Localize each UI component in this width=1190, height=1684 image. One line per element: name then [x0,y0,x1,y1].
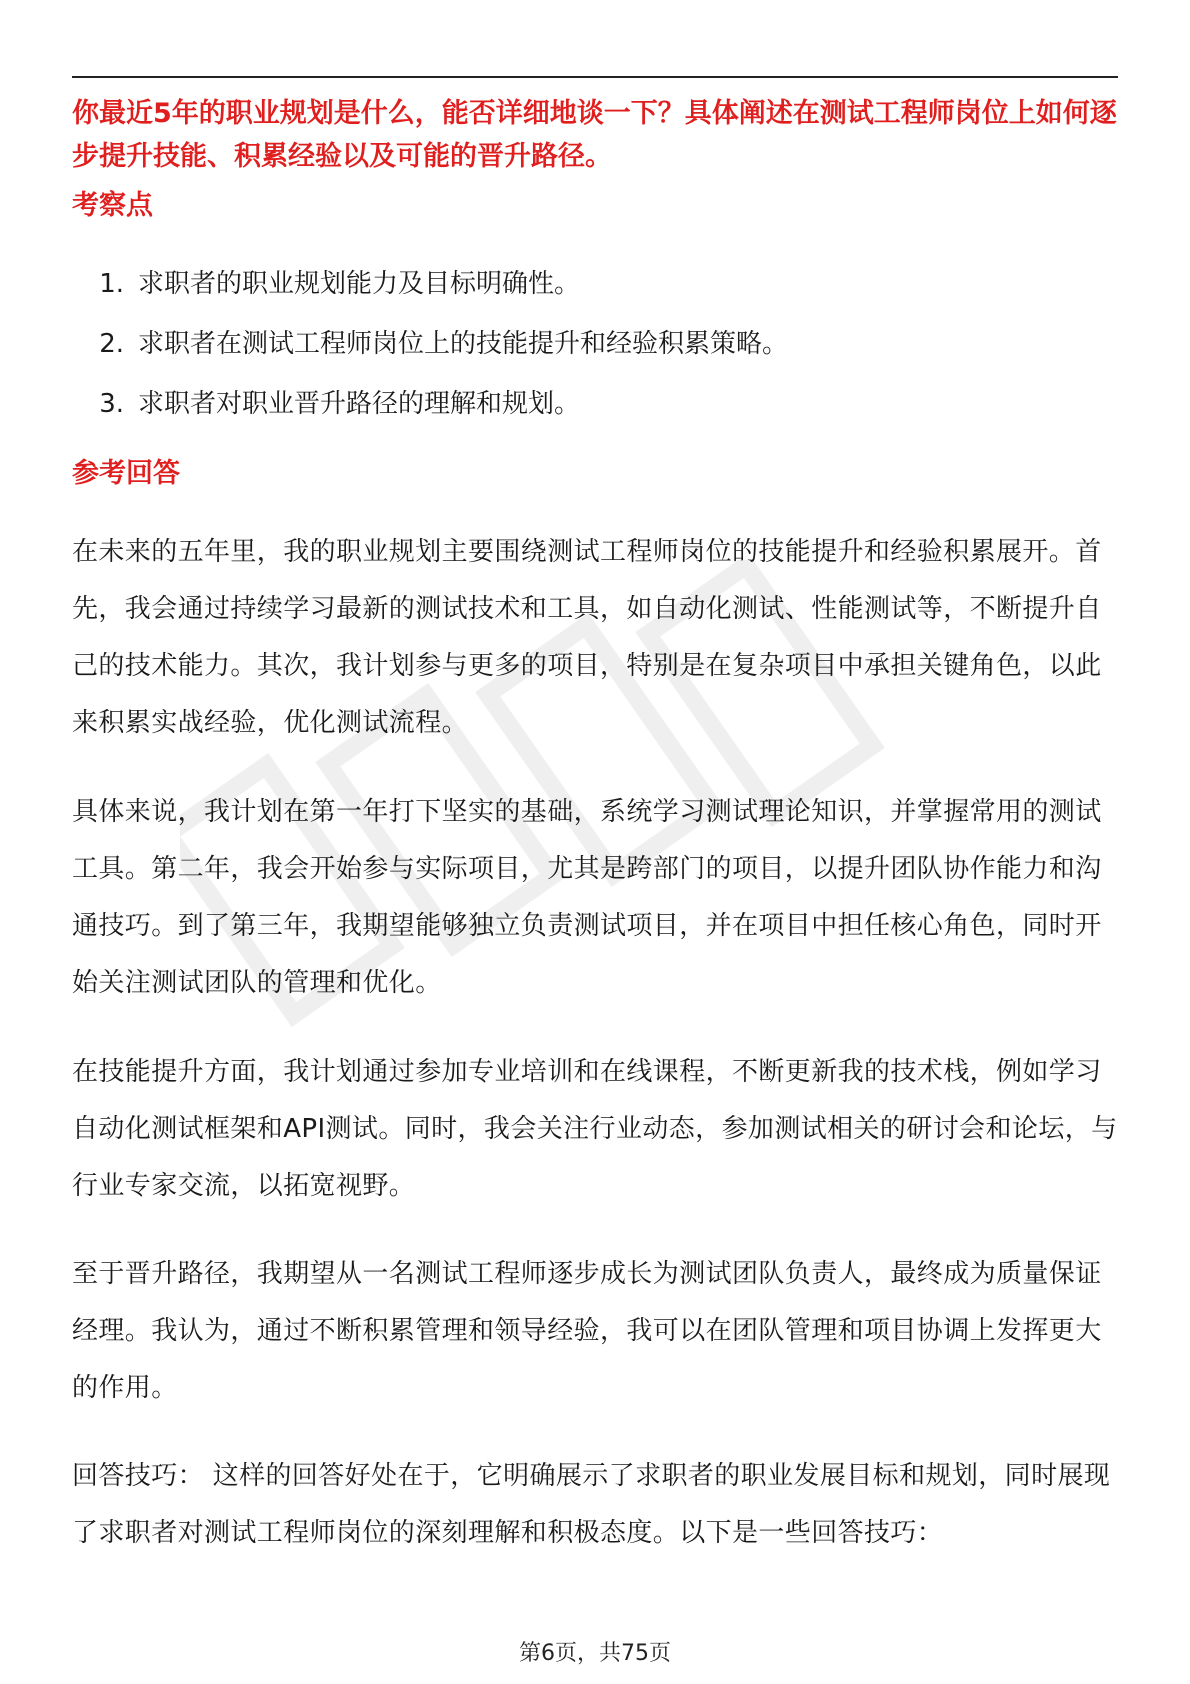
page-number-footer: 第6页，共75页 [519,1641,671,1666]
answer-paragraph: 在技能提升方面，我计划通过参加专业培训和在线课程，不断更新我的技术栈，例如学习自动化测试框架和API测试。同时，我会关注行业动态，参加测试相关的研讨会和论坛，与行业专家交流，以拓宽视野。 [72,1057,1118,1201]
document-page [72,0,1118,1684]
list-item-text: 求职者的职业规划能力及目标明确性。 [138,269,581,299]
list-item-text: 求职者对职业晋升路径的理解和规划。 [138,389,581,419]
points-list [72,264,1118,444]
question-heading: 你最近5年的职业规划是什么，能否详细地谈一下？具体阐述在测试工程师岗位上如何逐步提升技能、积累经验以及可能的晋升路径。 [72,98,1117,172]
answer-paragraph: 具体来说，我计划在第一年打下坚实的基础，系统学习测试理论知识，并掌握常用的测试工具。第二年，我会开始参与实际项目，尤其是跨部门的项目，以提升团队协作能力和沟通技巧。到了第三年，我期望能够独立负责测试项目，并在项目中担任核心角色，同时开始关注测试团队的管理和优化。 [72,797,1102,998]
top-divider [72,76,1118,78]
list-item [72,264,1118,324]
list-item-number: 1. [99,269,124,299]
answer-paragraph: 在未来的五年里，我的职业规划主要围绕测试工程师岗位的技能提升和经验积累展开。首先，我会通过持续学习最新的测试技术和工具，如自动化测试、性能测试等，不断提升自己的技术能力。其次，我计划参与更多的项目，特别是在复杂项目中承担关键角色，以此来积累实战经验，优化测试流程。 [72,537,1102,738]
list-item-number: 2. [99,329,124,359]
answer-paragraph: 至于晋升路径，我期望从一名测试工程师逐步成长为测试团队负责人，最终成为质量保证经理。我认为，通过不断积累管理和领导经验，我可以在团队管理和项目协调上发挥更大的作用。 [72,1259,1102,1403]
list-item-number: 3. [99,389,124,419]
list-item-text: 求职者在测试工程师岗位上的技能提升和经验积累策略。 [138,329,789,359]
list-item [72,324,1118,384]
section-title-points: 考察点 [72,190,153,221]
answer-tips-paragraph: 回答技巧： 这样的回答好处在于，它明确展示了求职者的职业发展目标和规划，同时展现了求职者对测试工程师岗位的深刻理解和积极态度。以下是一些回答技巧： [72,1461,1111,1548]
list-item [72,384,1118,444]
section-title-answer: 参考回答 [72,458,180,489]
